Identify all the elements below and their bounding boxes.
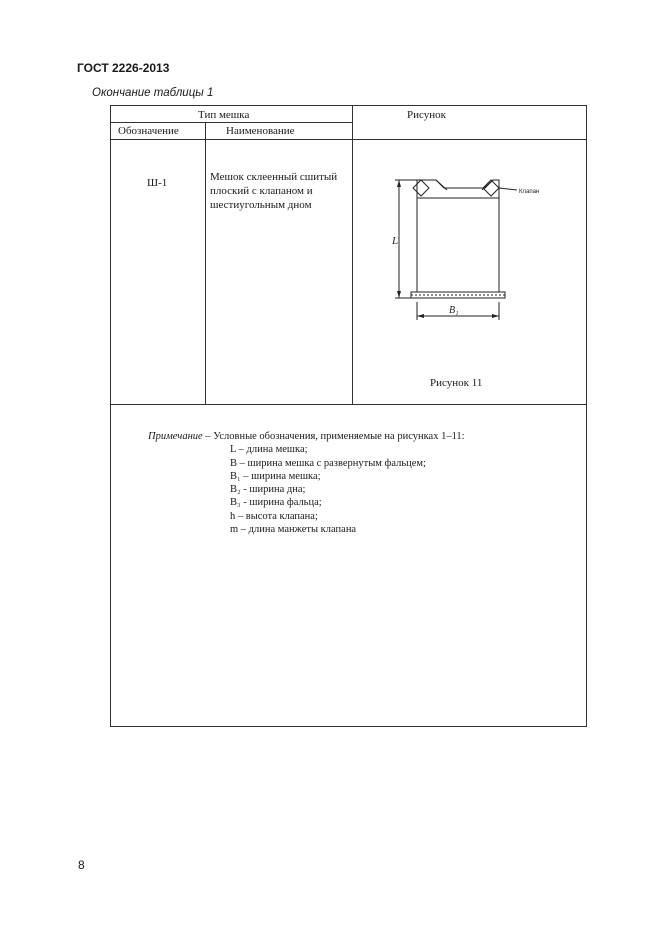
width-label: B₁ [449, 305, 459, 316]
page-number: 8 [78, 858, 85, 872]
row-designation: Ш-1 [147, 177, 168, 189]
note-item: m – длина манжеты клапана [230, 524, 357, 536]
col-divider-2 [352, 105, 353, 404]
note-item: L – длина мешка; [230, 444, 308, 456]
figure-caption: Рисунок 11 [430, 377, 483, 389]
note-item: B₂ - ширина дна; [230, 484, 306, 496]
col-divider-1 [205, 122, 206, 404]
note-item: h – высота клапана; [230, 510, 318, 522]
valve-label: Клапан [519, 189, 540, 195]
bag-drawing [385, 160, 555, 335]
document-standard: ГОСТ 2226-2013 [77, 61, 170, 75]
note-item: B₁ – ширина мешка; [230, 470, 321, 482]
length-label: L [392, 235, 399, 247]
note-block [148, 430, 465, 536]
header-name: Наименование [226, 125, 295, 137]
bag-top [417, 180, 499, 198]
bag-bottom [411, 292, 505, 298]
note-heading [148, 430, 465, 443]
header-rule-2 [110, 139, 587, 140]
note-item: B₃ - ширина фальца; [230, 497, 322, 509]
header-bag-type: Тип мешка [198, 109, 250, 121]
row-name: Мешок склеенный сшитый плоский с клапаном и шестиугольным дном [210, 171, 338, 211]
header-designation: Обозначение [118, 125, 179, 137]
note-item: В – ширина мешка с развернутым фальцем; [230, 457, 426, 469]
note-intro: Условные обозначения, применяемые на рисунках 1–11: [213, 431, 465, 442]
table-caption: Окончание таблицы 1 [92, 87, 214, 99]
header-rule-1 [110, 122, 352, 123]
row-rule [110, 404, 587, 405]
note-prefix: Примечание – [148, 431, 211, 442]
header-figure: Рисунок [407, 109, 446, 121]
valve-left [413, 180, 429, 196]
